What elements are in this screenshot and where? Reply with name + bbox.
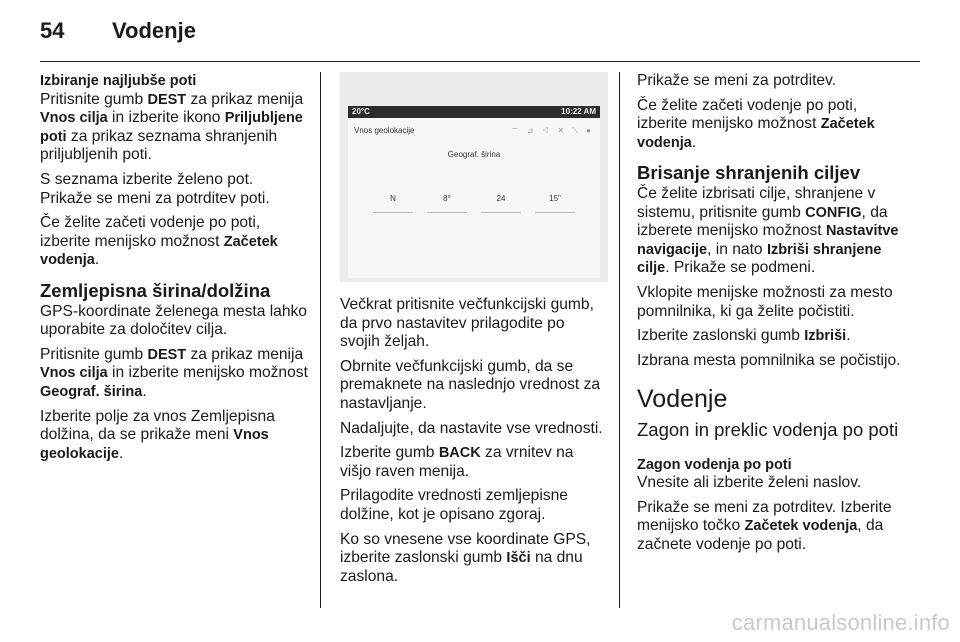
paragraph: S seznama izberite želeno pot. Prikaže se meni za potrditev poti.	[40, 170, 270, 207]
paragraph: Pritisnite gumb DEST za prikaz menija Vnos cilja in izberite ikono Priljubljene poti za prikaz seznama shranjenih priljubljenih poti.	[40, 90, 304, 164]
screen-status-bar	[348, 106, 600, 118]
screen-panel	[348, 118, 600, 278]
subheading-start-guidance: Zagon vodenja po poti	[637, 456, 792, 473]
coordinate-field: 15"	[535, 190, 575, 213]
geolocation-screen-image	[340, 72, 608, 282]
paragraph: Večkrat pritisnite večfunkcijski gumb, da prvo nastavitev prilagodite po svojih željah.	[340, 296, 594, 351]
paragraph: Prikaže se meni za potrditev. Izberite menijsko točko Začetek vodenja, da začnete vodenje po poti.	[637, 498, 892, 553]
heading-coordinates: Zemljepisna širina/dolžina	[40, 279, 271, 301]
paragraph: Izbrana mesta pomnilnika se počistijo.	[637, 351, 901, 369]
paragraph: GPS-koordinate želenega mesta lahko uporabite za določitev cilja.	[40, 302, 307, 339]
coordinate-field: 24	[481, 190, 521, 213]
screen-clock: 10:22 AM	[561, 106, 596, 116]
paragraph: Nadaljujte, da nastavite vse vrednosti.	[340, 419, 603, 437]
column-middle	[340, 72, 608, 592]
paragraph: Izberite zaslonski gumb Izbriši.	[637, 327, 851, 345]
paragraph: Če želite izbrisati cilje, shranjene v sistemu, pritisnite gumb CONFIG, da izberete menijsko možnost Nastavitve navigacije, in nato Izbriši shranjene cilje. Prikaže se podmeni.	[637, 184, 899, 277]
status-icons: ⌔ ⊿ ◁ ✕ ⟍ ●	[511, 126, 594, 135]
paragraph: Če želite začeti vodenje po poti, izberite menijsko možnost Začetek vodenja.	[637, 96, 875, 151]
paragraph: Izberite polje za vnos Zemljepisna dolžina, da se prikaže meni Vnos geolokacije.	[40, 407, 275, 462]
header-rule	[40, 61, 920, 62]
column-right	[637, 72, 907, 560]
paragraph: Izberite gumb BACK za vrnitev na višjo raven menija.	[340, 444, 574, 480]
chapter-title: Vodenje	[112, 18, 196, 43]
heading-delete-destinations: Brisanje shranjenih ciljev	[637, 162, 861, 184]
paragraph: Vnesite ali izberite želeni naslov.	[637, 474, 862, 492]
paragraph: Ko so vnesene vse koordinate GPS, izberite zaslonski gumb Išči na dnu zaslona.	[340, 530, 591, 585]
paragraph: Prilagodite vrednosti zemljepisne dolžine, kot je opisano zgoraj.	[340, 487, 568, 523]
coordinate-fields	[348, 190, 600, 213]
column-divider	[320, 72, 321, 608]
section-heading: Vodenje	[637, 385, 728, 414]
screen-title: Vnos geolokacije	[354, 126, 415, 135]
screen-subtitle: Geograf. širina	[447, 150, 501, 159]
subsection-heading: Zagon in preklic vodenja po poti	[637, 418, 899, 440]
page-header	[40, 18, 196, 44]
page-number: 54	[40, 18, 65, 43]
paragraph: Če želite začeti vodenje po poti, izberite menijsko možnost Začetek vodenja.	[40, 214, 278, 269]
column-left	[40, 72, 308, 469]
paragraph: Pritisnite gumb DEST za prikaz menija Vnos cilja in izberite menijsko možnost Geograf. širina.	[40, 345, 308, 400]
paragraph: Vklopite menijske možnosti za mesto pomnilnika, ki ga želite počistiti.	[637, 283, 893, 320]
screen-temperature: 20°C	[352, 106, 370, 116]
coordinate-field: 8°	[427, 190, 467, 213]
paragraph: Prikaže se meni za potrditev.	[637, 72, 837, 89]
column-divider	[619, 72, 620, 608]
watermark: carmanualsonline.info	[731, 610, 950, 635]
paragraph: Obrnite večfunkcijski gumb, da se premaknete na naslednjo vrednost za nastavljanje.	[340, 357, 601, 412]
subheading-favorites: Izbiranje najljubše poti	[40, 73, 197, 89]
coordinate-field: N	[373, 190, 413, 213]
